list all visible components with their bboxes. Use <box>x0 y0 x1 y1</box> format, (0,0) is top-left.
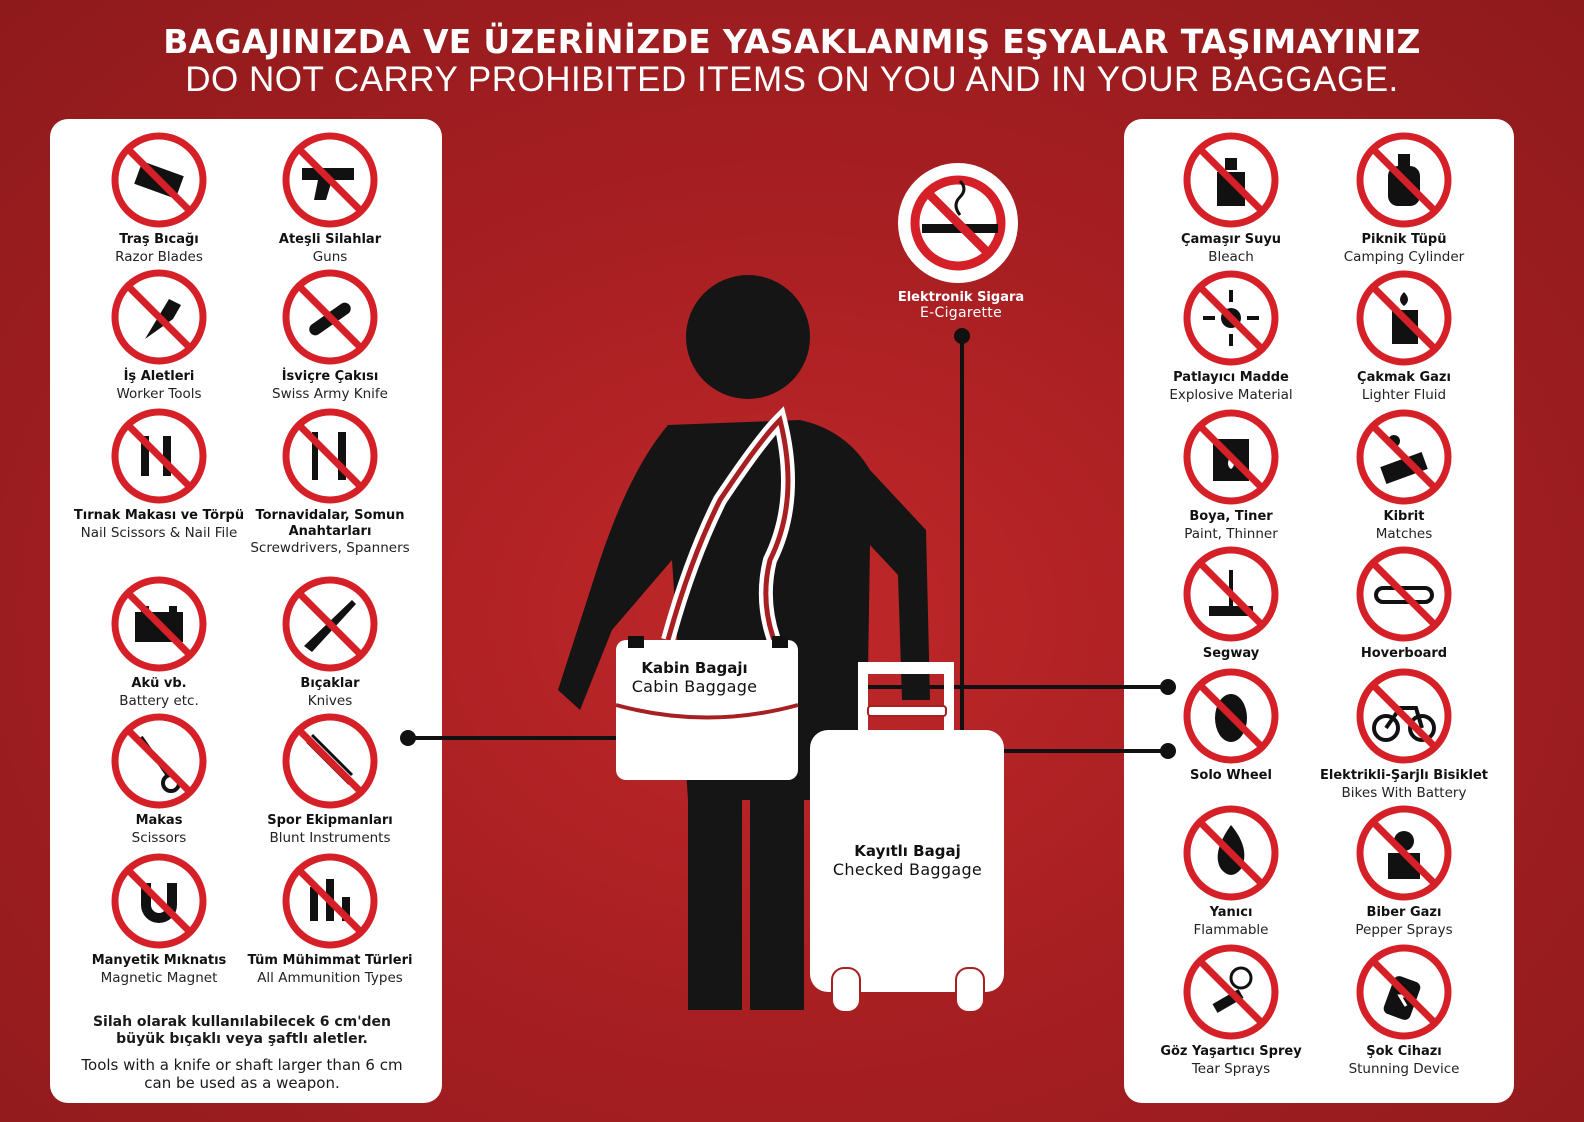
knife-icon <box>282 576 378 672</box>
magnet-icon <box>111 853 207 949</box>
prohibited-item <box>64 853 254 993</box>
prohibited-item <box>1309 546 1499 686</box>
prohibited-item <box>1309 805 1499 945</box>
lighter-icon <box>1356 270 1452 366</box>
item-label-tr: Segway <box>1202 646 1260 661</box>
prohibited-item <box>64 269 254 409</box>
item-label-en: Flammable <box>1193 922 1269 938</box>
item-label-tr: Patlayıcı Madde <box>1173 370 1289 385</box>
stun-gun-icon <box>1356 944 1452 1040</box>
item-label-en: Scissors <box>131 830 187 846</box>
checked-baggage-label <box>820 842 995 879</box>
item-label-tr: Elektrikli-Şarjlı Bisiklet <box>1320 768 1488 783</box>
bleach-icon <box>1183 132 1279 228</box>
item-label-tr: Ateşli Silahlar <box>278 232 382 247</box>
scissors-icon <box>111 713 207 809</box>
checked-baggage-tr: Kayıtlı Bagaj <box>854 842 961 860</box>
prohibited-item <box>235 713 425 853</box>
item-label-tr: Solo Wheel <box>1190 768 1272 783</box>
flame-icon <box>1183 805 1279 901</box>
nail-scissors-icon <box>111 408 207 504</box>
prohibited-item <box>64 132 254 272</box>
prohibited-item <box>235 576 425 716</box>
gun-icon <box>282 132 378 228</box>
cabin-bag <box>616 636 798 780</box>
spanner-icon <box>282 408 378 504</box>
prohibited-item <box>235 132 425 272</box>
item-label-en: Guns <box>312 249 348 265</box>
prohibited-item <box>235 269 425 409</box>
prohibited-item <box>1136 805 1326 945</box>
prohibited-item <box>1136 132 1326 272</box>
item-label-tr: Makas <box>135 813 183 828</box>
prohibited-item <box>1136 944 1326 1084</box>
e-cigarette-en: E-Cigarette <box>920 305 1002 321</box>
item-label-tr: Spor Ekipmanları <box>267 813 393 828</box>
item-label-tr: Traş Bıcağı <box>119 232 199 247</box>
item-label-en: Blunt Instruments <box>269 830 391 846</box>
prohibited-item <box>1136 668 1326 808</box>
item-label-en: Explosive Material <box>1169 387 1293 403</box>
left-note-en: Tools with a knife or shaft larger than 6 cm can be used as a weapon. <box>81 1056 403 1092</box>
cabin-baggage-tr: Kabin Bagajı <box>641 659 748 677</box>
item-label-tr: Şok Cihazı <box>1366 1044 1442 1059</box>
swiss-knife-icon <box>282 269 378 365</box>
razor-blade-icon <box>111 132 207 228</box>
prohibited-item <box>64 713 254 853</box>
item-label-tr: Tüm Mühimmat Türleri <box>247 953 413 968</box>
segway-icon <box>1183 546 1279 642</box>
item-label-en: Bleach <box>1208 249 1254 265</box>
battery-icon <box>111 576 207 672</box>
page-title: BAGAJINIZDA VE ÜZERİNİZDE YASAKLANMIŞ EŞYALAR TAŞIMAYINIZ <box>163 22 1421 61</box>
item-label-en: Knives <box>307 693 353 709</box>
item-label-en: Nail Scissors & Nail File <box>80 525 238 541</box>
prohibited-item <box>64 408 254 548</box>
item-label-en: Paint, Thinner <box>1184 526 1278 542</box>
item-label-en: Lighter Fluid <box>1361 387 1447 403</box>
item-label-tr: Tırnak Makası ve Törpü <box>73 508 245 523</box>
electric-bike-icon <box>1356 668 1452 764</box>
item-label-tr: Bıçaklar <box>300 676 360 691</box>
prohibited-item <box>1309 668 1499 808</box>
item-label-en: Razor Blades <box>115 249 203 265</box>
hoverboard-icon <box>1356 546 1452 642</box>
item-label-tr: Hoverboard <box>1360 646 1448 661</box>
item-label-en: Camping Cylinder <box>1343 249 1465 265</box>
item-label-en: Battery etc. <box>119 693 199 709</box>
item-label-en: Bikes With Battery <box>1341 785 1467 801</box>
item-label-en: Screwdrivers, Spanners <box>250 540 410 556</box>
item-label-en: Magnetic Magnet <box>100 970 218 986</box>
checked-baggage-en: Checked Baggage <box>832 860 983 879</box>
item-label-tr: İsviçre Çakısı <box>281 369 379 384</box>
paint-can-icon <box>1183 409 1279 505</box>
axe-icon <box>111 269 207 365</box>
item-label-tr: İş Aletleri <box>123 369 195 384</box>
item-label-tr: Tornavidalar, Somun Anahtarları <box>255 508 405 539</box>
item-label-en: Matches <box>1375 526 1433 542</box>
item-label-en: Stunning Device <box>1348 1061 1460 1077</box>
item-label-en: Pepper Sprays <box>1355 922 1453 938</box>
cabin-baggage-label <box>612 659 777 696</box>
item-label-en: All Ammunition Types <box>257 970 403 986</box>
ammunition-icon <box>282 853 378 949</box>
prohibited-item <box>1136 409 1326 549</box>
item-label-en: Worker Tools <box>116 386 202 402</box>
e-cigarette-label <box>886 290 1036 321</box>
left-note-tr: Silah olarak kullanılabilecek 6 cm'den büyük bıçaklı veya şaftlı aletler. <box>92 1014 392 1047</box>
prohibited-item <box>64 576 254 716</box>
prohibited-item <box>1309 409 1499 549</box>
prohibited-item <box>1136 546 1326 686</box>
solo-wheel-icon <box>1183 668 1279 764</box>
item-label-tr: Çakmak Gazı <box>1357 370 1451 385</box>
prohibited-item <box>235 408 425 556</box>
e-cigarette-tr: Elektronik Sigara <box>897 290 1025 305</box>
item-label-en: Tear Sprays <box>1191 1061 1271 1077</box>
item-label-tr: Göz Yaşartıcı Sprey <box>1160 1044 1302 1059</box>
item-label-tr: Boya, Tiner <box>1189 509 1273 524</box>
tear-spray-icon <box>1183 944 1279 1040</box>
prohibited-item <box>1309 270 1499 410</box>
cabin-baggage-en: Cabin Baggage <box>631 677 758 696</box>
e-cigarette-sign <box>898 163 1018 283</box>
sport-equipment-icon <box>282 713 378 809</box>
item-label-en: Swiss Army Knife <box>272 386 388 402</box>
pepper-spray-icon <box>1356 805 1452 901</box>
gas-cylinder-icon <box>1356 132 1452 228</box>
prohibited-item <box>1136 270 1326 410</box>
item-label-tr: Manyetik Mıknatıs <box>91 953 227 968</box>
matches-icon <box>1356 409 1452 505</box>
prohibited-item <box>1309 944 1499 1084</box>
item-label-tr: Piknik Tüpü <box>1361 232 1447 247</box>
item-label-tr: Yanıcı <box>1209 905 1253 920</box>
page-subtitle: DO NOT CARRY PROHIBITED ITEMS ON YOU AND IN YOUR BAGGAGE. <box>185 60 1399 99</box>
prohibited-item <box>235 853 425 993</box>
item-label-tr: Akü vb. <box>131 676 187 691</box>
explosive-icon <box>1183 270 1279 366</box>
prohibited-item <box>1309 132 1499 272</box>
item-label-tr: Biber Gazı <box>1366 905 1442 920</box>
item-label-tr: Çamaşır Suyu <box>1180 232 1282 247</box>
item-label-tr: Kibrit <box>1383 509 1425 524</box>
